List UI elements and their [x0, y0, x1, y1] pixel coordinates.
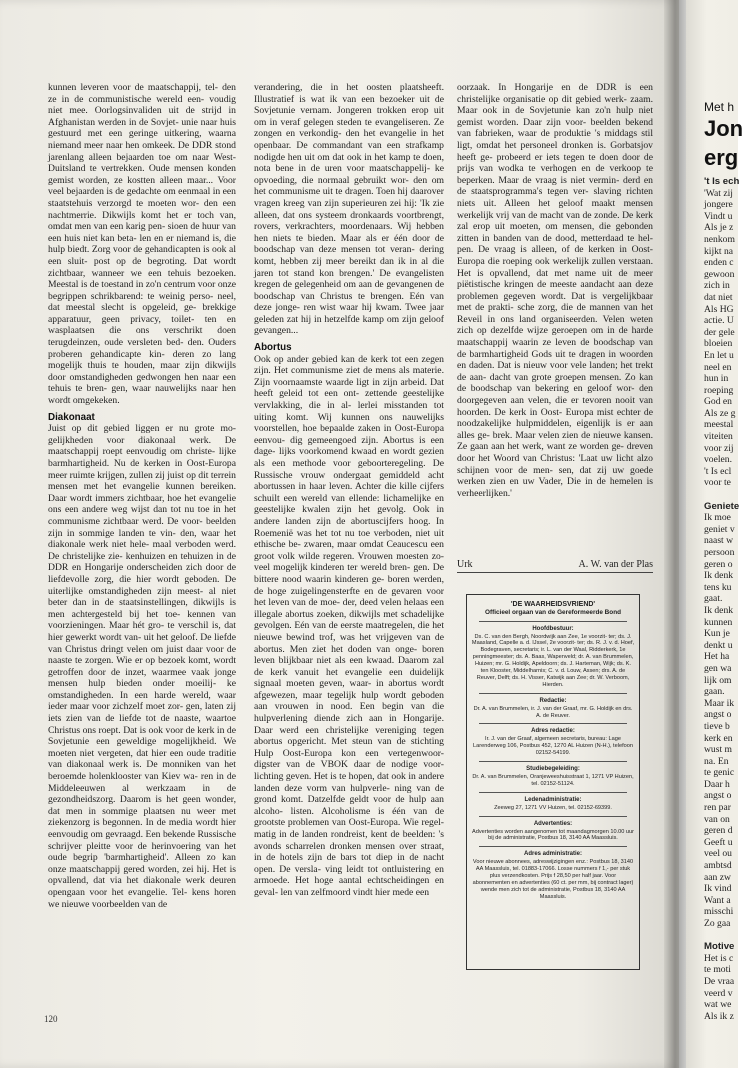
article-paragraph: Juist op dit gebied liggen er nu grote mo- gelijkheden voor diakonaal werk. De maatschappij roept eenvoudig om christe- lijke barmhartigheid. Nu de kerken in Oost-Europa meer ruimte krijgen, zullen zij juist op dit terrein mensen met het evangelie kunnen bereiken. Daar wordt immers zichtbaar, hoe het evangelie ons een andere weg wijst dan tot nu toe in het communisme zichtbaar werd. De voor- beelden zijn in sommige landen te vin- den, waar het diakonale werk niet hele- maal verboden werd. De christelijke zie- kenhuizen en tehuizen in de DDR en Hongarije onderscheiden zich door de liefdevolle zorg, die hier wordt geboden. De uiterlijke omstandigheden zijn meest- al niet beter dan in de staatsinstellingen, dikwijls is men achtergesteld bij het toe- kennen van voorzieningen. Maar hét gro- te verschil is, dat hier gewerkt wordt van- uit het geloof. De liefde van Christus dringt velen om juist daar voor de naaste te zorgen. Wie er op bezoek komt, wordt getroffen door de inzet, waarmee vaak jonge mensen hulp bieden onder moeilij- ke omstandigheden. In een harde wereld, waar ieder maar voor zichzelf moet zor- gen, laten zij iets zien van de liefde tot de naaste, waartoe Christus ons roept. Dat is ook voor de kerk in de Sovjetunie een geweldige mogelijkheid. We moeten niet vergeten, dat hier een oude traditie van diakonaal werk is. De monniken van het beroemde holenklooster van Kiev wa- ren in de Middeleeuwen al werkzaam in de gezondheidszorg. Daarom is het geen wonder, dat men in sommige plaatsen nu weer met ziekenzorg is begonnen. In de media wordt hier eenvoudig om gevraagd. Een bekende Russische schrijver pleitte voor de herinvoering van het oude begrip 'barmhartigheid'. Alleen zo kan onze maatschappij gered worden, zei hij. Het is opvallend, dat via het diakonale werk deuren opengaan voor het evangelie. Tel- kens horen we nieuwe voorbeelden van de — [48, 423, 236, 910]
colophon-section-text: Voor nieuwe abonnees, adreswijzigingen enz.: Postbus 18, 3140 AA Maassluis, tel. 01883-17066. Losse nummers f 1,- per stuk plus verzendkosten. Prijs f 28,50 per half jaar. Voor abonnementen en advertenties (60 ct. per mm, bij contract lager) wende men zich tot de administratie, Postbus 18, 3140 AA Maassluis. — [472, 859, 634, 900]
colophon-box — [466, 594, 640, 970]
colophon-section-text: Ir. J. van der Graaf, algemeen secretaris, bureau: Lage Larenderweg 106, Postbus 452, 1270 AL Huizen (N-H.), telefoon 02152-54199. — [473, 736, 633, 757]
right-page-line: actie. U — [704, 315, 734, 327]
right-page-line: aan zw — [704, 871, 731, 883]
right-page-line: veel ou — [704, 848, 732, 860]
right-page-line: hun in — [704, 373, 729, 385]
right-page-line: gaan. — [704, 686, 725, 698]
right-page-line: kunnen — [704, 616, 733, 628]
right-page-line: te genic — [704, 767, 735, 779]
right-page-line: veerd v — [704, 987, 733, 999]
right-page-line: ambtsd — [704, 860, 732, 872]
colophon-section-heading: Adres redactie: — [531, 728, 575, 735]
right-page-line: Als je z — [704, 222, 734, 234]
right-page-line: enden c — [704, 257, 734, 269]
signature-line — [457, 559, 653, 573]
colophon-divider — [479, 621, 627, 622]
right-page-line: De vraa — [704, 975, 735, 987]
right-page-line: kijkt na — [704, 245, 734, 257]
article-column-1 — [48, 82, 236, 942]
right-page-text-fragments — [704, 176, 739, 1022]
signature-place: Urk — [457, 559, 473, 570]
right-page-line: voor zij — [704, 442, 734, 454]
right-page-line: Maar ik — [704, 697, 735, 709]
right-page-line: na. En — [704, 755, 729, 767]
right-page-line: geren o — [704, 558, 733, 570]
right-page-line: misschi — [704, 906, 734, 918]
colophon-section-text: Dr. A. van Brummelen, Oranjeweeshuisstraat 1, 1271 VP Huizen, tel. 02152-51124. — [472, 774, 634, 787]
right-page-line: Ik moe — [704, 512, 731, 524]
right-page-line: wust m — [704, 744, 732, 756]
right-page-line: En let u — [704, 349, 734, 361]
colophon-section-heading: Advertenties: — [533, 820, 573, 827]
right-page-line: Daar h — [704, 778, 730, 790]
colophon-divider — [479, 846, 627, 847]
right-page-line: Vindt u — [704, 210, 733, 222]
right-page-line: 't Is ecl — [704, 465, 732, 477]
right-page-line: Motive — [704, 941, 735, 953]
right-page-line: Zo gaa — [704, 918, 731, 929]
right-page-line: Als HG — [704, 303, 734, 315]
article-paragraph: Ook op ander gebied kan de kerk tot een zegen zijn. Het communisme ziet de mens als materie. Zijn voornaamste waarde ligt in zijn arbeid. Dat heeft geleid tot een ont- zettende geestelijke vervlakking, die in al- lerlei misstanden tot uiting komt. Wij kunnen ons nauwelijks voorstellen, hoe bepaalde zaken in Oost-Europa eenvou- dig gemeengoed zijn. Abortus is een dage- lijks voorkomend kwaad en wordt gezien als een methode voor geboorteregeling. De Russische vrouw ondergaat gemiddeld acht abortussen in haar leven. Achter die kille cijfers schuilt een wereld van ellende: lichamelijke en geestelijke kwalen zijn het gevolg. Ook in andere landen zijn de abortuscijfers hoog. In Roemenië was het tot nu toe verboden, niet uit ethische be- zwaren, maar omdat Ceaucescu een groot volk wilde regeren. Vrouwen moesten zo- veel mogelijk kinderen ter wereld bren- gen. De bittere nood waarin kinderen ge- boren werden, de hoge zuigelingensterfte en de gevaren voor het leven van de moe- der, deed velen helaas een illegale abortus zoeken, dikwijls met schadelijke gevolgen. Eén van de eerste maatregelen, die het nieuwe bewind trof, was het vrijgeven van de abortus. Men ziet het doden van onge- boren leven blijkbaar niet als een kwaad. Daarom zal de kerk vanuit het evangelie een duidelijk signaal moeten geven, waar- in abortus wordt afgewezen, maar tegelijk hulp wordt geboden aan vrouwen in nood. Een begin van die hulpverlening diende zich aan in Hongarije. Daar werd een christelijke vereniging tegen abortus opgericht. Met steun van de stichting Hulp Oost-Europa kon een vertegenwoor- digster van de VBOK daar de nodige voor- lichting geven. Het is te hopen, dat ook in andere landen deze vorm van hulpverle- ning van de grond komt. Datzelfde geldt voor de hulp aan alcoho- listen. Alcoholisme is één van de grootste problemen van Oost-Europa. Wie regel- matig in de landen rondreist, kent de beelden: 's avonds scharrelen dronken mensen over straat, in de hotels zijn de bars tot diep in de nacht open. De versla- ving leidt tot ontluistering en armoede. Het hoge aantal echtscheidingen en geval- len van zelfmoord vindt hier mede een — [254, 353, 444, 898]
right-page-line: ren par — [704, 802, 731, 814]
colophon-divider — [479, 693, 627, 694]
right-page-line: Ik denk — [704, 604, 734, 616]
colophon-divider — [479, 816, 627, 817]
right-page-line — [704, 489, 739, 501]
colophon-section-heading: Studiebegeleiding: — [526, 766, 580, 773]
right-page-line: God en — [704, 396, 732, 408]
right-page-line: voelen. — [704, 454, 732, 466]
right-page-line: voor te — [704, 477, 731, 489]
page-number: 120 — [44, 1014, 58, 1024]
right-page-line: Als ze g — [704, 407, 736, 419]
right-page-line: persoon — [704, 547, 735, 558]
right-page-line: tieve b — [704, 720, 730, 732]
colophon-section-text: Advertenties worden aangenomen tot maandagmorgen 10.00 uur bij de administratie, Postbus 18, 3140 AA Maassluis. — [471, 828, 635, 842]
article-column-2 — [254, 82, 444, 942]
article-paragraph: oorzaak. In Hongarije en de DDR is een christelijke organisatie op dit gebied werk- zaam. Maar ook in de Sovjetunie kan zo'n hulp niet gemist worden. Daar zijn voor- beelden bekend van fabrieken, waar de produktie 's middags stil ligt, omdat het personeel dronken is. Gorbatsjov heeft ge- probeerd er iets tegen te doen door de prijs van wodka te verhogen en de verkoop te beperken. Maar de vraag is niet vermin- derd en de staatsprogramma's tegen ver- slaving richten niets uit. Alleen het geloof maakt mensen werkelijk vrij van de macht van de zonde. De kerk zal erop uit moeten, om mensen, die gebonden zitten in banden van de dood, metterdaad te hel- pen. De vraag is alleen, of de kerken in Oost- Europa die roeping ook werkelijk zullen verstaan. Het is opvallend, dat met name uit de meer piëtistische kringen de meeste aandacht aan deze problemen gegeven wordt. Dat is vergelijkbaar met de prakti- sche zorg, die de mannen van het Reveil in ons land organiseerden. Velen weten zich op dezelfde wijze geroepen om in de harde maatschappij waarin ze leven de boodschap van de barmhartigheid Gods uit te dragen in woorden en daden. Dat is nieuw voor vele landen; het trekt de aan- dacht van grote groepen mensen. Zo kan de boodschap van bekering en geloof wor- den doorgegeven aan velen, die er tevoren nooit van hoorden. De kerk in Oost- Europa mist echter de noodzakelijke hulpmiddelen, eigenlijk is er aan alles ge- brek. Maar velen zien de nieuwe kansen. Ze gaan aan het werk, want ze worden ge- dreven door het Woord van Christus: 'Laat uw licht alzo schijnen voor de men- sen, dat zij uw goede werken zien en uw Vader, Die in de hemelen is verheerlijken.' — [457, 82, 653, 499]
right-page-line: tens ku — [704, 581, 732, 593]
right-page-line: denkt u — [704, 639, 733, 651]
right-page-line: gewoon — [704, 268, 735, 280]
right-page-line: Het is c — [704, 952, 734, 964]
right-page-line: meestal — [704, 419, 734, 431]
right-page-line: 'Wat zij — [704, 187, 733, 199]
right-page-line: viteiten — [704, 431, 733, 443]
colophon-section-heading: Hoofdbestuur: — [532, 625, 574, 632]
colophon-section-text: Dr. A. van Brummelen, ir. J. van der Graaf, mr. G. Holdijk en drs. A. de Reuver. — [473, 705, 633, 719]
right-page-line: Want a — [704, 894, 731, 906]
right-page-line: gen wa — [704, 662, 732, 674]
right-page-line: Geniete — [704, 500, 740, 512]
right-page-line: Ik vind — [704, 883, 732, 895]
right-page-line: lijk om — [704, 674, 732, 686]
right-page-line: Ik denk — [704, 570, 734, 582]
right-page-line: geniet v — [704, 523, 735, 535]
colophon-section-text: Ds. C. van den Bergh, Noordwijk aan Zee, 1e voorzit- ter; ds. J. Maasland, Capelle a. d. IJssel, 2e voorzit- ter; ds. R. J. v. d. Hoef, Bodegraven, secretaris; ir. L. van der Waal, Ridderkerk, 1e penningmeester; ds. A. Baas, Wapenveld; dr. A. van Brummelen, Huizen; mr. G. Holdijk, Apeldoorn; ds. J. Harteman, Wijk; ds. K. ten Klooster, Middelharnis; C. v. d. Louw, Assen; drs. A. de Reuver, Delft; ds. H. Visser, Katwijk aan Zee; dr. W. Verboom, Hierden. — [471, 633, 635, 688]
right-page-headline-1: Jon — [704, 116, 743, 141]
article-paragraph: kunnen leveren voor de maatschappij, tel- den ze in de communistische wereld een- voudig niet mee. Oorlogsinvaliden uit de strijd in Afghanistan werden in de Sovjet- unie naar huis gestuurd met een geringe uitkering, waarna niemand meer naar hen omkeek. De DDR stond jarenlang alleen bejaarden toe om naar West-Duitsland te vertrekken. Oude mensen konden gemist worden, ze kostten alleen maar... Voor veel bejaarden is de gedachte om eenmaal in een staatstehuis verzorgd te moeten wor- den een nachtmerrie. Dikwijls komt het er toch van, omdat men van een karig pen- sioen de huur van een huis niet kan beta- len en er niemand is, die hulp biedt. Zorg voor de gehandicapten is ook al een sluit- post op de begroting. Dat wordt zichtbaar, wanneer we een tehuis bezoeken. Meestal is de toestand in zo'n centrum voor onze begrippen schrikbarend: te weinig perso- neel, dat meestal slecht is opgeleid, ge- brekkige apparatuur, geen privacy, toilet- ten en wasplaatsen die ons verschrikt doen terugdeinzen, oude versleten bed- den. Ouders proberen gehandicapte kin- deren zo lang mogelijk thuis te houden, maar zijn dikwijls door omstandigheden gedwongen hen naar een tehuis te bren- gen, waar nauwelijks naar hen wordt omgekeken. — [48, 82, 236, 407]
colophon-divider — [479, 723, 627, 724]
right-page-line: te moti — [704, 964, 731, 976]
colophon-subtitle: Officieel orgaan van de Gereformeerde Bond — [484, 609, 622, 616]
colophon-section-heading: Adres administratie: — [523, 851, 583, 858]
signature-author: A. W. van der Plas — [578, 559, 653, 570]
article-paragraph: verandering, die in het oosten plaatsheeft. Illustratief is wat ik van een bezoeker uit de Sovjetunie vernam. Jongeren trokken erop uit om in veraf gelegen steden te evangeliseren. Ze zongen en verkondig- den het evangelie in het openbaar. De commandant van een strafkamp nodigde hen uit om dat ook in het kamp te doen, nota bene in de uren voor maatschappelij- ke opvoeding, die normaal gebruikt wor- den om het communisme uit te dragen. Toen hij daarover vragen kreeg van zijn superieuren zei hij: 'Ik zie alleen, dat ons systeem dronkaards voortbrengt, rovers, verkrachters, moordenaars. Wij hebben hen niets te bieden. Maar als er één door de boodschap van deze mensen tot veran- dering komt, hebben zij meer bereikt dan ik in al die jaren tot stand kon brengen.' De evangelisten kregen de gelegenheid om aan de gevangenen de boodschap van Christus te brengen. Eén van deze jonge- ren wist waar hij kwam. Twee jaar geleden zat hij in hetzelfde kamp om zijn geloof gevangen... — [254, 82, 444, 337]
right-page-line: Geeft u — [704, 836, 733, 848]
section-heading: Diakonaat — [48, 411, 95, 423]
right-page-line: Als ik z — [704, 1010, 734, 1022]
right-page-line: zich in — [704, 280, 730, 292]
right-page-line: neel en — [704, 361, 732, 373]
right-page-line: angst o — [704, 790, 732, 802]
right-page-line: gaat. — [704, 593, 723, 605]
right-page-line: dat niet — [704, 291, 733, 303]
right-page-line: angst o — [704, 709, 732, 721]
right-page-line: nenkom — [704, 233, 735, 245]
right-page-line: Het ha — [704, 651, 730, 663]
colophon-section-heading: Ledenadministratie: — [524, 796, 582, 803]
right-page-line: 't Is ech — [704, 176, 740, 187]
colophon-divider — [479, 792, 627, 793]
book-gutter — [664, 0, 686, 1068]
right-page-line: kerk en — [704, 732, 733, 744]
right-page-kicker: Met h — [704, 100, 735, 114]
right-page-line: geren d — [704, 825, 733, 837]
right-page-line: wat we — [704, 999, 732, 1011]
right-page-line: bloeien — [704, 338, 733, 350]
colophon-title: 'DE WAARHEIDSVRIEND' — [510, 601, 596, 608]
right-page-line: der gele — [704, 326, 735, 338]
colophon-section-text: Zeeweg 27, 1271 VV Huizen, tel. 02152-69399. — [494, 804, 612, 811]
colophon-divider — [479, 761, 627, 762]
right-page-line — [704, 930, 739, 942]
colophon-section-heading: Redactie: — [539, 697, 567, 704]
right-page-line: Kun je — [704, 628, 730, 640]
right-page-line: roeping — [704, 384, 734, 396]
right-page-line: van on — [704, 813, 730, 825]
right-page-line: naast w — [704, 535, 734, 547]
article-column-3 — [457, 82, 653, 582]
right-page-headline-2: erg — [704, 145, 739, 170]
colophon-sections — [471, 621, 635, 901]
section-heading: Abortus — [254, 342, 292, 354]
right-page-line: jongere — [704, 199, 733, 211]
